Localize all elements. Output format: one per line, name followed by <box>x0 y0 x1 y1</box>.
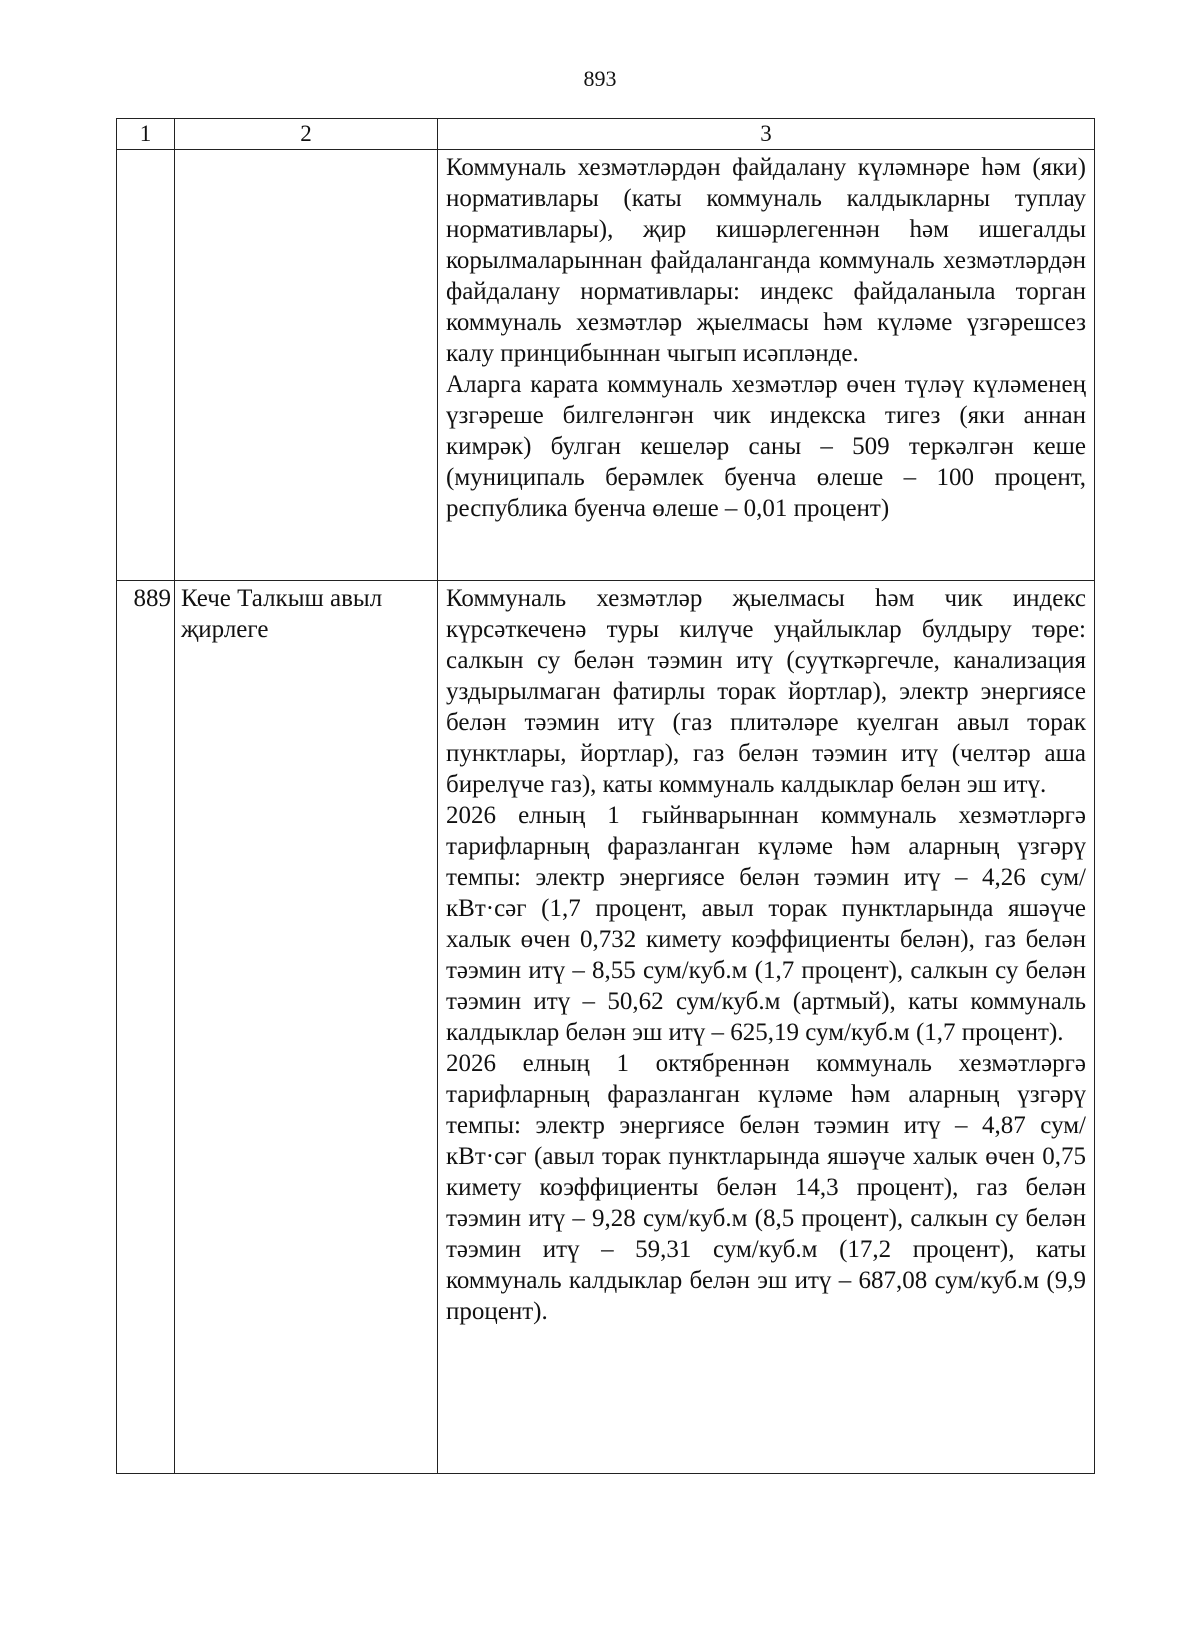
column-header-1: 1 <box>117 119 175 150</box>
column-header-2: 2 <box>175 119 438 150</box>
page-number: 893 <box>583 66 617 91</box>
settlement-name: Кече Талкыш авыл җирлеге <box>175 581 438 1474</box>
column-header-3: 3 <box>438 119 1095 150</box>
description-cell <box>438 150 1095 581</box>
settlement-name <box>175 150 438 581</box>
table-row <box>117 581 1095 1474</box>
table-header-row <box>117 119 1095 150</box>
description-paragraph: 2026 елның 1 гыйнварыннан коммуналь хезмәтләргә тарифларның фаразланган күләме һәм аларның үзгәрү темпы: электр энергиясе белән тәэмин итү – 4,26 сум/кВт·сәг (1,7 процент, авыл торак пунктларында яшәүче халык өчен 0,732 кимету коэффициенты белән), газ белән тәэмин итү – 8,55 сум/куб.м (1,7 процент), салкын су белән тәэмин итү – 50,62 сум/куб.м (артмый), каты коммуналь калдыклар белән эш итү – 625,19 сум/куб.м (1,7 процент). <box>446 802 1086 1046</box>
description-paragraph: Аларга карата коммуналь хезмәтләр өчен түләү күләменең үзгәреше билгеләнгән чик индекска тигез (яки аннан кимрәк) булган кешеләр саны – 509 теркәлгән кеше (муниципаль берәмлек буенча өлеше – 100 процент, республика буенча өлеше – 0,01 процент) <box>446 371 1086 522</box>
row-number <box>117 150 175 581</box>
table-row <box>117 150 1095 581</box>
description-paragraph: Коммуналь хезмәтләрдән файдалану күләмнәре һәм (яки) нормативлары (каты коммуналь калдыкларны туплау нормативлары), җир кишәрлегеннән һәм ишегалды корылмаларыннан файдаланганда коммуналь хезмәтләрдән файдалану нормативлары: индекс файдаланыла торган коммуналь хезмәтләр җыелмасы һәм күләме үзгәрешсез калу принцибыннан чыгып исәпләнде. <box>446 154 1086 367</box>
row-number: 889 <box>117 581 175 1474</box>
data-table <box>116 118 1095 1474</box>
description-paragraph: Коммуналь хезмәтләр җыелмасы һәм чик индекс күрсәткеченә туры килүче уңайлыклар булдыру төре: салкын су белән тәэмин итү (суүткәргечле, канализация уздырылмаган фатирлы торак йортлар), электр энергиясе белән тәэмин итү (газ плитәләре куелган авыл торак пунктлары, йортлар), газ белән тәэмин итү (челтәр аша бирелүче газ), каты коммуналь калдыклар белән эш итү. <box>446 585 1086 798</box>
description-paragraph: 2026 елның 1 октябреннән коммуналь хезмәтләргә тарифларның фаразланган күләме һәм аларның үзгәрү темпы: электр энергиясе белән тәэмин итү – 4,87 сум/кВт·сәг (авыл торак пунктларында яшәүче халык өчен 0,75 кимету коэффициенты белән 14,3 процент), газ белән тәэмин итү – 9,28 сум/куб.м (8,5 процент), салкын су белән тәэмин итү – 59,31 сум/куб.м (17,2 процент), каты коммуналь калдыклар белән эш итү – 687,08 сум/куб.м (9,9 процент). <box>446 1050 1086 1325</box>
description-cell <box>438 581 1095 1474</box>
